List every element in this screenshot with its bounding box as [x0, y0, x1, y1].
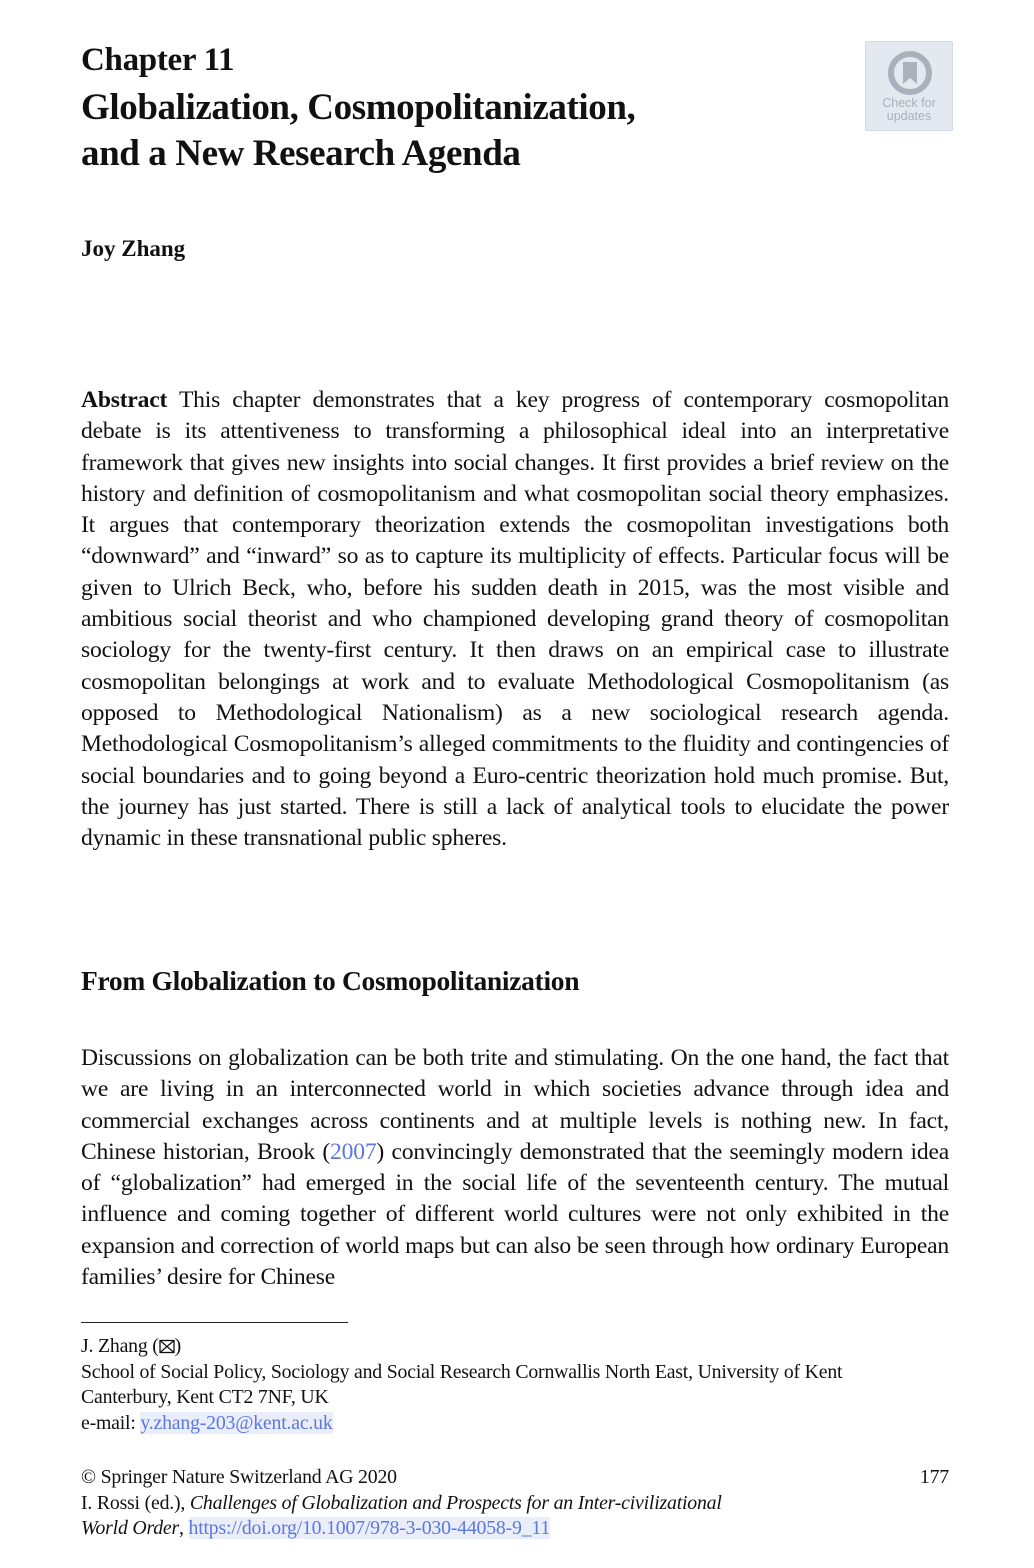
abstract-label: Abstract: [81, 387, 168, 413]
footnote-address: Canterbury, Kent CT2 7NF, UK: [81, 1386, 329, 1408]
copyright-block: [81, 1465, 949, 1542]
footnote-affiliation: School of Social Policy, Sociology and Social Research Cornwallis North East, University of Kent: [81, 1360, 843, 1383]
section-heading: From Globalization to Cosmopolitanization: [81, 965, 580, 996]
book-title-part-1: Challenges of Globalization and Prospects for an Inter-civilizational: [189, 1491, 722, 1514]
envelope-icon: [159, 1339, 175, 1354]
footnote-author: J. Zhang (: [81, 1335, 159, 1357]
comma: ,: [179, 1517, 189, 1539]
check-for-updates-icon: [887, 50, 933, 96]
author-footnote: [81, 1334, 949, 1436]
footnote-author-close: ): [174, 1335, 182, 1357]
footnote-email-line: [81, 1411, 949, 1437]
citation-link[interactable]: 2007: [330, 1138, 377, 1165]
chapter-number: Chapter 11: [81, 42, 235, 78]
check-for-updates-line2: updates: [886, 109, 932, 123]
doi-link[interactable]: https://doi.org/10.1007/978-3-030-44058-9_11: [188, 1517, 551, 1539]
paragraph-text-1: Discussions on globalization can be both trite and stimulating. On the one hand, the fact that we are living in an interconnected world in which societies advance through idea and commercial exchanges across continents and at multiple levels is nothing new. In fact, Chinese historian, Brook (: [81, 1045, 949, 1165]
body-paragraph: [81, 1043, 949, 1293]
editor: I. Rossi (ed.),: [81, 1491, 190, 1514]
footnote-rule: [81, 1322, 348, 1323]
footnote-author-line: [81, 1334, 949, 1360]
check-for-updates-line1: Check for: [882, 96, 936, 110]
book-citation-line-2: [81, 1516, 949, 1542]
chapter-title: [81, 85, 841, 177]
email-link[interactable]: y.zhang-203@kent.ac.uk: [140, 1411, 333, 1434]
title-line-1: Globalization, Cosmopolitanization,: [81, 87, 636, 128]
email-label: e-mail:: [81, 1411, 141, 1434]
copyright-line: © Springer Nature Switzerland AG 2020: [81, 1466, 397, 1488]
check-for-updates-badge[interactable]: [865, 41, 953, 131]
book-title-part-2: World Order: [81, 1517, 179, 1539]
book-citation-line: [81, 1491, 949, 1517]
title-line-2: and a New Research Agenda: [81, 133, 521, 174]
paragraph-text-2: ) convincingly demonstrated that the seemingly modern idea of “globalization” had emerged in the social life of the seventeenth century. The mutual influence and coming together of different world cultures were not only exhibited in the expansion and correction of world maps but can also be seen through how ordinary European families’ desire for Chinese: [81, 1138, 949, 1291]
abstract-text: This chapter demonstrates that a key progress of contemporary cosmopolitan debate is its attentiveness to transforming a philosophical ideal into an interpretative framework that gives new insights into social changes. It first provides a brief review on the history and definition of cosmopolitanism and what cosmopolitan social theory emphasizes. It argues that contemporary theorization extends the cosmopolitan investigations both “downward” and “inward” so as to capture its multiplicity of effects. Particular focus will be given to Ulrich Beck, who, before his sudden death in 2015, was the most visible and ambitious social theorist and who championed developing grand theory of cosmopolitan sociology for the twenty-first century. It then draws on an empirical case to illustrate cosmopolitan belongings at work and to evaluate Methodological Cosmopolitanism (as opposed to Methodological Nationalism) as a new sociological research agenda. Methodological Cosmopolitanism’s alleged commitments to the fluidity and contingencies of social boundaries and to going beyond a Euro-centric theorization hold much promise. But, the journey has just started. There is still a lack of analytical tools to elucidate the power dynamic in these transnational public spheres.: [81, 387, 949, 852]
abstract: [81, 385, 949, 854]
author-name: Joy Zhang: [81, 236, 186, 261]
page-number: 177: [919, 1466, 949, 1488]
